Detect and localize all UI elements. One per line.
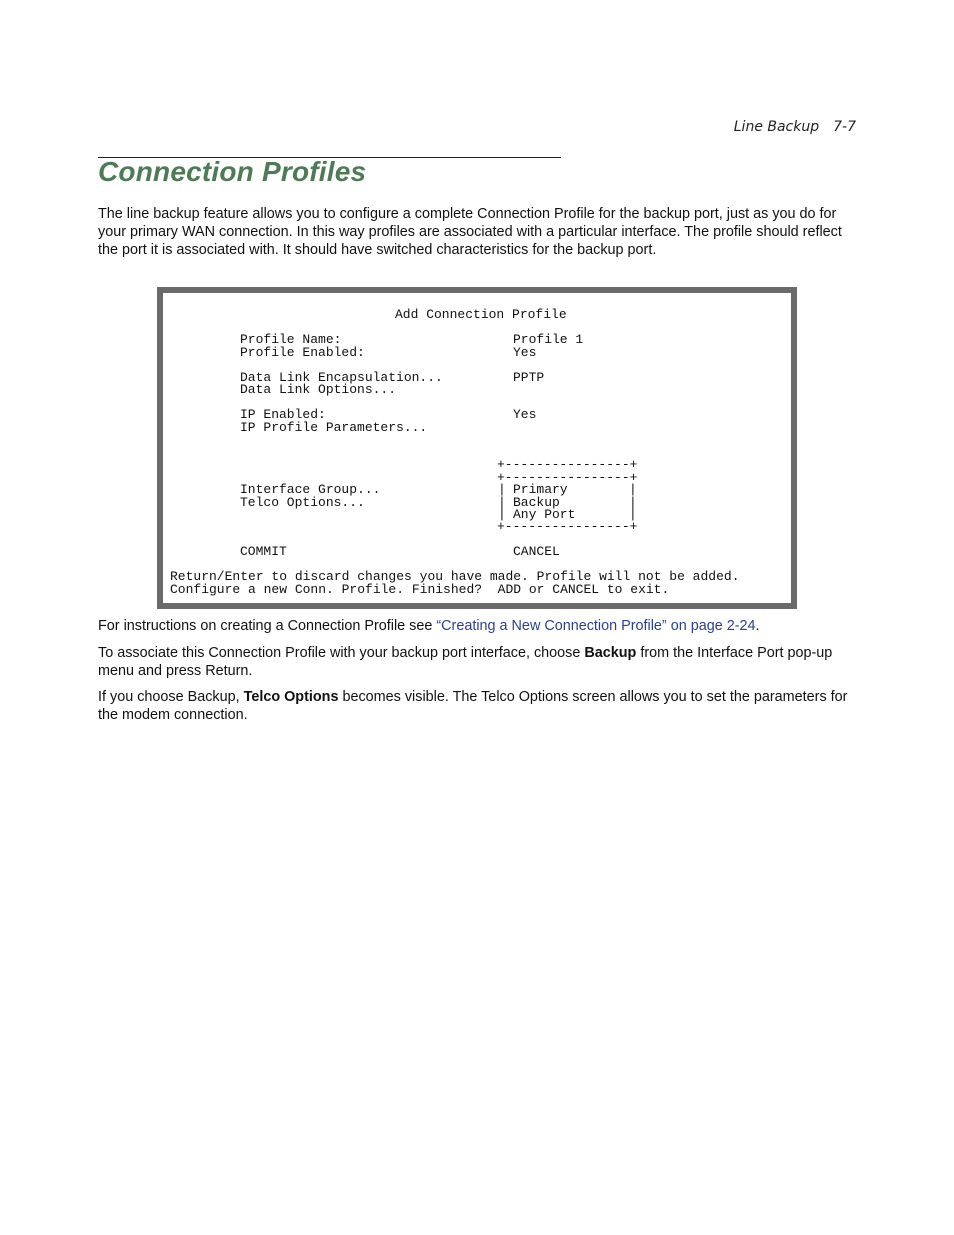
status-line-2: Configure a new Conn. Profile. Finished? ADD or CANCEL to exit. <box>170 582 670 597</box>
popup-bar-right: | <box>629 507 637 522</box>
field-label-profile-enabled: Profile Enabled: <box>240 345 365 360</box>
associate-bold-term: Backup <box>584 645 637 661</box>
popup-bar-left: | <box>498 507 506 522</box>
field-value-profile-enabled[interactable]: Yes <box>513 345 537 360</box>
field-value-ip-enabled[interactable]: Yes <box>513 407 537 422</box>
header-page-number: 7-7 <box>833 119 856 135</box>
commit-button[interactable]: COMMIT <box>240 544 287 559</box>
popup-bar-left: | <box>498 482 506 497</box>
instructions-text: For instructions on creating a Connection Profile see <box>98 618 437 634</box>
associate-paragraph <box>98 644 858 680</box>
terminal-screen <box>157 287 797 609</box>
popup-border-top: +----------------+ <box>497 457 638 472</box>
telco-paragraph <box>98 688 858 724</box>
status-line-1: Return/Enter to discard changes you have made. Profile will not be added. <box>170 569 740 584</box>
cancel-button[interactable]: CANCEL <box>513 544 560 559</box>
popup-bar-right: | <box>629 482 637 497</box>
popup-option-any-port[interactable]: Any Port <box>513 507 576 522</box>
popup-option-primary[interactable]: Primary <box>513 482 568 497</box>
intro-paragraph: The line backup feature allows you to configure a complete Connection Profile for the backup port, just as you do for your primary WAN connection. In this way profiles are associated with a particular interface. The profile should reflect the port it is associated with. It should have switched characteristics for the backup port. <box>98 206 842 258</box>
field-value-profile-name[interactable]: Profile 1 <box>513 332 584 347</box>
field-label-profile-name: Profile Name: <box>240 332 342 347</box>
field-label-data-link-encapsulation[interactable]: Data Link Encapsulation... <box>240 370 443 385</box>
telco-bold-term: Telco Options <box>243 689 339 705</box>
field-label-interface-group[interactable]: Interface Group... <box>240 482 381 497</box>
instructions-paragraph <box>98 617 858 635</box>
associate-text: To associate this Connection Profile with your backup port interface, choose <box>98 645 585 661</box>
field-label-ip-profile-parameters[interactable]: IP Profile Parameters... <box>240 420 428 435</box>
popup-bar-right: | <box>629 495 637 510</box>
popup-border-bottom: +----------------+ <box>497 519 638 534</box>
instructions-text-end: . <box>755 618 760 634</box>
telco-text: If you choose Backup, <box>98 689 244 705</box>
telco-text-end: becomes visible. The Telco Options screen allows you to set the parameters for the modem connection. <box>98 689 848 723</box>
field-label-ip-enabled: IP Enabled: <box>240 407 326 422</box>
terminal-title: Add Connection Profile <box>395 307 567 322</box>
field-value-data-link-encapsulation[interactable]: PPTP <box>513 370 545 385</box>
section-title: Connection Profiles <box>98 156 367 187</box>
associate-text-end: from the Interface Port pop-up menu and press Return. <box>98 645 833 679</box>
popup-option-backup[interactable]: Backup <box>513 495 560 510</box>
header-section: Line Backup <box>733 119 820 135</box>
running-header <box>734 119 856 135</box>
popup-border-divider: +----------------+ <box>497 470 638 485</box>
cross-reference-link[interactable]: “Creating a New Connection Profile” on page 2-24 <box>436 618 756 634</box>
field-label-data-link-options[interactable]: Data Link Options... <box>240 382 397 397</box>
popup-bar-left: | <box>498 495 506 510</box>
field-label-telco-options[interactable]: Telco Options... <box>240 495 365 510</box>
